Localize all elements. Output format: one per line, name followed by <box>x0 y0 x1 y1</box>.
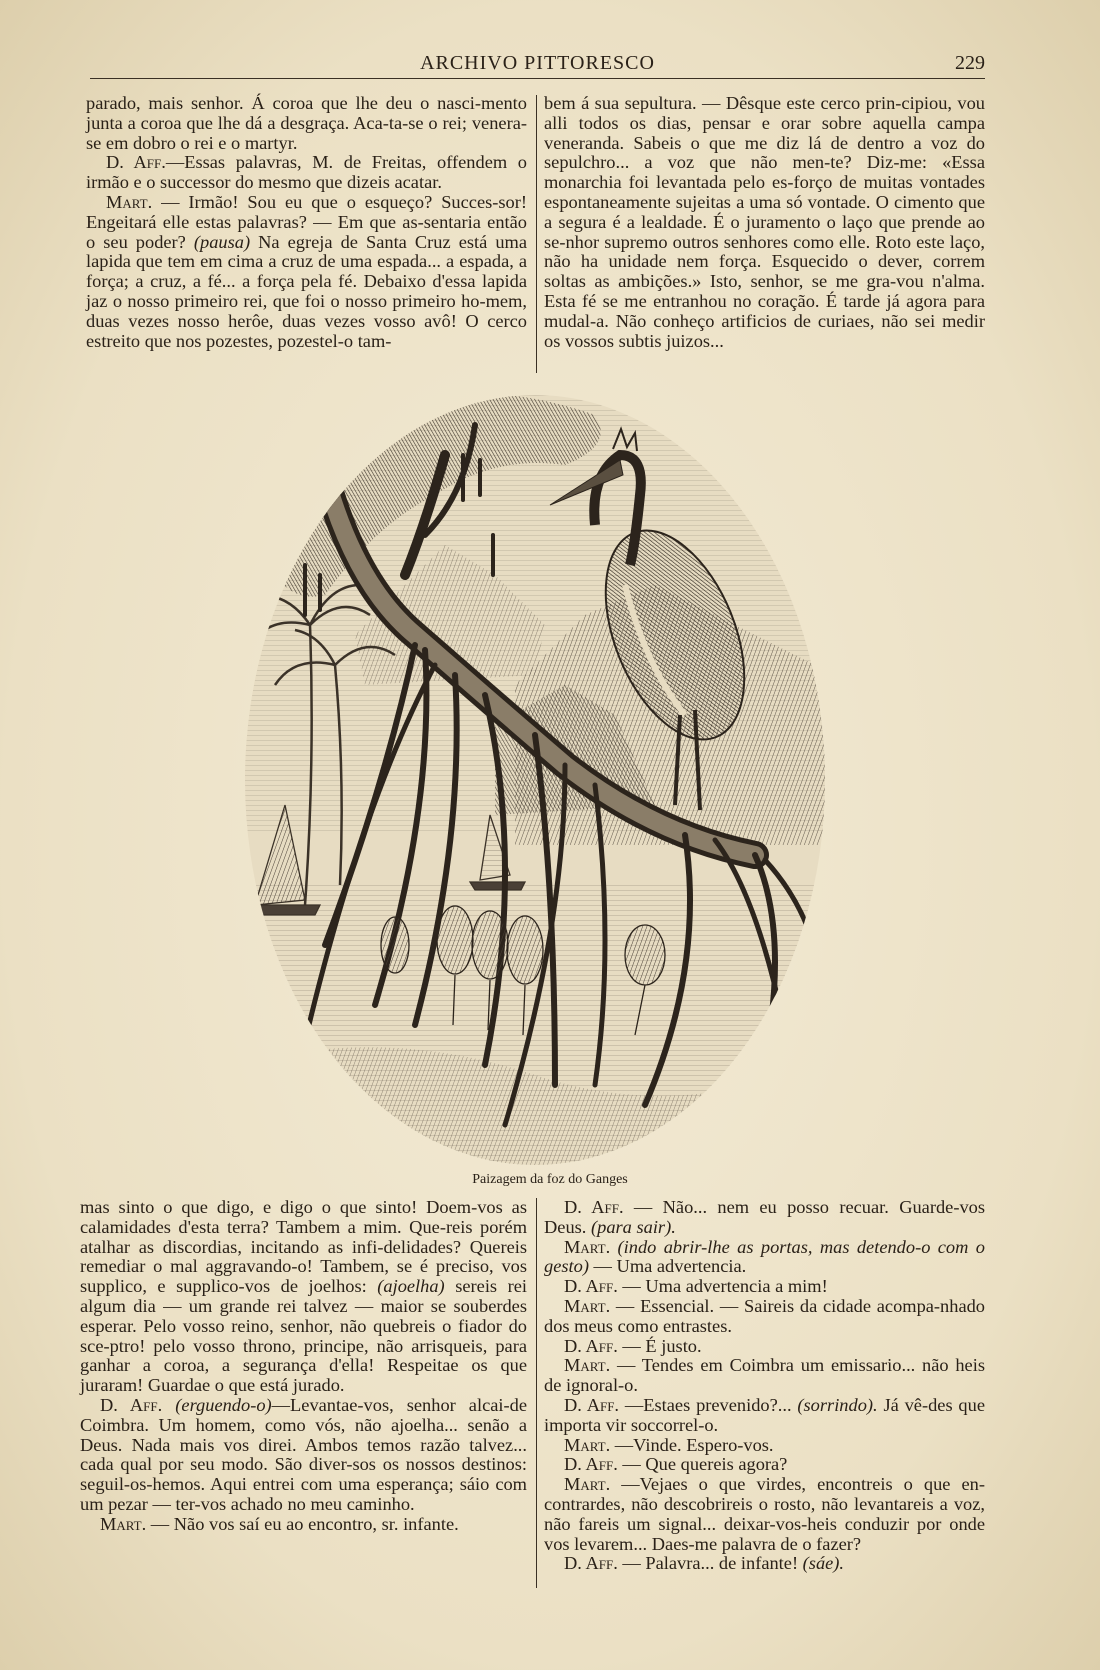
text-run: — Não vos saí eu ao encontro, sr. infante. <box>146 1513 459 1534</box>
paragraph <box>544 1436 985 1456</box>
speaker-name: Mart. <box>564 1355 611 1376</box>
column-divider-top <box>536 95 537 373</box>
text-run: — Tendes em Coimbra um emissario... não heis de ignoral-o. <box>544 1355 985 1396</box>
paragraph <box>86 193 527 351</box>
text-run: bem á sua sepultura. — Dêsque este cerco prin-cipiou, vou alli todos os dias, pensar e orar sobre aquella campa veneranda. Sabeis o que me diz lá de dentro a voz do sepulchro... a voz que não men-te? Diz-me: «Essa monarchia foi levantada pelo es-forço de muitas vontades espontaneamente sujeitas a uma só vontade. O cimento que a segura é a lealdade. É o juramento o laço que prende ao se-nhor supremo outros senhores como elle. Roto este laço, não ha unidade nem força. Esquecido o dever, correm soltas as ambições.» Isto, senhor, se me gra-vou n'alma. Esta fé se me entranhou no coração. É tarde já agora para mudal-a. Não conheço artificios de curiaes, não sei medir os vossos subtis juizos... <box>544 93 985 351</box>
speaker-name: Mart. <box>100 1513 147 1534</box>
text-run: — Não... nem eu posso recuar. Guarde-vos Deus. <box>544 1197 985 1237</box>
paragraph <box>544 1198 985 1238</box>
text-run: —Levantae-vos, senhor alcai-de Coimbra. Um homem, como vós, não ajoelha... senão a Deus. Nada mais vos direi. Ambos temos razão talvez... cada qual por seu modo. São diver-sos os nossos destinos: seguil-os-hemos. Aqui entrei com uma esperança; sáio com um pezar — ter-vos achado no meu caminho. <box>80 1394 527 1514</box>
speaker-name: D. Aff. <box>564 1335 618 1356</box>
stage-direction: (pausa) <box>193 231 251 252</box>
speaker-name: D. Aff. <box>564 1197 624 1217</box>
illustration-caption: Paizagem da foz do Ganges <box>472 1172 628 1187</box>
paragraph <box>544 1297 985 1337</box>
text-run: —Vinde. Espero-vos. <box>610 1434 774 1455</box>
speaker-name: D. Aff. <box>106 152 166 173</box>
text-run: mas sinto o que digo, e digo o que sinto! Doem-vos as calamidades d'esta terra? Tambem a mim. Que-reis porém atalhar as discordias, incitando as infi-delidades? Quereis remediar o mal aggravando-o! Tambem, se é preciso, vos supplico, e supplico-vos de joelhos: <box>80 1197 527 1297</box>
text-run: —Vejaes o que virdes, encontreis o que en-contrardes, não descobrireis o rosto, não levantareis a voz, não fareis um signal... deixar-vos-heis conduzir por onde vos levarem... Daes-me palavra de o fazer? <box>544 1474 985 1554</box>
text-run: Na egreja de Santa Cruz está uma lapida que tem em cima a cruz de uma espada... a espada, a força; a cruz, a fé... a força pela fé. Debaixo d'essa lapida jaz o nosso primeiro rei, que foi o nosso primeiro ho-mem, duas vezes nosso herôe, duas vezes vosso avô! O cerco estreito que nos pozestes, pozestel-o tam- <box>86 231 527 351</box>
stage-direction: (para sair). <box>591 1216 676 1237</box>
text-run: —Estaes prevenido?... <box>619 1394 798 1415</box>
text-run: Já vê-des que importa vir soccorrel-o. <box>544 1394 985 1435</box>
text-run <box>610 1237 617 1257</box>
paragraph <box>544 1238 985 1278</box>
header-rule <box>90 78 985 79</box>
paragraph <box>544 1356 985 1396</box>
text-run: parado, mais senhor. Á coroa que lhe deu o nasci-mento junta a coroa que lhe dá a desgraça. Aca-ta-se o rei; venera-se em dobro o rei e o martyr. <box>86 93 527 153</box>
speaker-name: D. Aff. <box>100 1394 163 1415</box>
text-run: — Uma advertencia a mim! <box>617 1276 828 1297</box>
paragraph <box>80 1198 527 1396</box>
column-divider-bottom <box>536 1198 537 1588</box>
text-column-top-left <box>86 94 527 374</box>
page-number: 229 <box>955 52 985 74</box>
paragraph <box>544 1475 985 1554</box>
paragraph <box>86 153 527 193</box>
paragraph <box>544 1554 985 1574</box>
text-run: — Essencial. — Saireis da cidade acompa-nhado dos meus como entrastes. <box>544 1295 985 1336</box>
paragraph <box>544 1277 985 1297</box>
paragraph <box>544 1337 985 1357</box>
speaker-name: D. Aff. <box>564 1276 618 1297</box>
paragraph <box>544 94 985 351</box>
text-run: sereis rei algum dia — um grande rei talvez — maior se souberdes esperar. Pelo vosso reino, senhor, não quebreis o fiador do sce-ptro! pelo vosso throno, principe, não arrisqueis, para ganhar a coroa, a segurança d'ella! Respeitae os que juraram! Guardae o que está jurado. <box>80 1276 527 1396</box>
stage-direction: (sorrindo). <box>797 1394 878 1415</box>
speaker-name: Mart. <box>564 1295 611 1316</box>
stage-direction: (erguendo-o) <box>175 1394 272 1415</box>
speaker-name: D. Aff. <box>564 1394 620 1415</box>
text-run: —Essas palavras, M. de Freitas, offendem o irmão e o successor do mesmo que dizeis acatar. <box>86 152 527 193</box>
speaker-name: D. Aff. <box>564 1454 618 1475</box>
stage-direction: (ajoelha) <box>377 1276 445 1297</box>
paragraph <box>80 1515 527 1535</box>
text-run: — Uma advertencia. <box>588 1256 747 1277</box>
engraving-illustration <box>235 385 835 1175</box>
paragraph <box>86 94 527 153</box>
text-run: — Irmão! Sou eu que o esqueço? Succes-sor! Engeitará elle estas palavras? — Em que as-sentaria então o seu poder? <box>86 191 527 252</box>
text-column-bottom-right <box>544 1198 985 1598</box>
speaker-name: Mart. <box>564 1236 611 1257</box>
stage-direction: (indo abrir-lhe as portas, mas detendo-o com o gesto) <box>544 1236 985 1277</box>
speaker-name: Mart. <box>564 1474 611 1495</box>
page-header <box>90 50 985 80</box>
paragraph <box>80 1396 527 1515</box>
text-run: — Que quereis agora? <box>617 1454 788 1475</box>
text-column-bottom-left <box>80 1198 527 1598</box>
speaker-name: Mart. <box>106 191 153 212</box>
text-run: — É justo. <box>617 1335 702 1356</box>
paragraph <box>544 1455 985 1475</box>
speaker-name: D. Aff. <box>564 1553 618 1574</box>
text-column-top-right <box>544 94 985 374</box>
speaker-name: Mart. <box>564 1434 611 1455</box>
text-run: — Palavra... de infante! <box>617 1553 803 1574</box>
stage-direction: (sáe). <box>802 1553 845 1574</box>
text-run <box>162 1395 175 1415</box>
publication-title: ARCHIVO PITTORESCO <box>420 52 655 74</box>
paragraph <box>544 1396 985 1436</box>
